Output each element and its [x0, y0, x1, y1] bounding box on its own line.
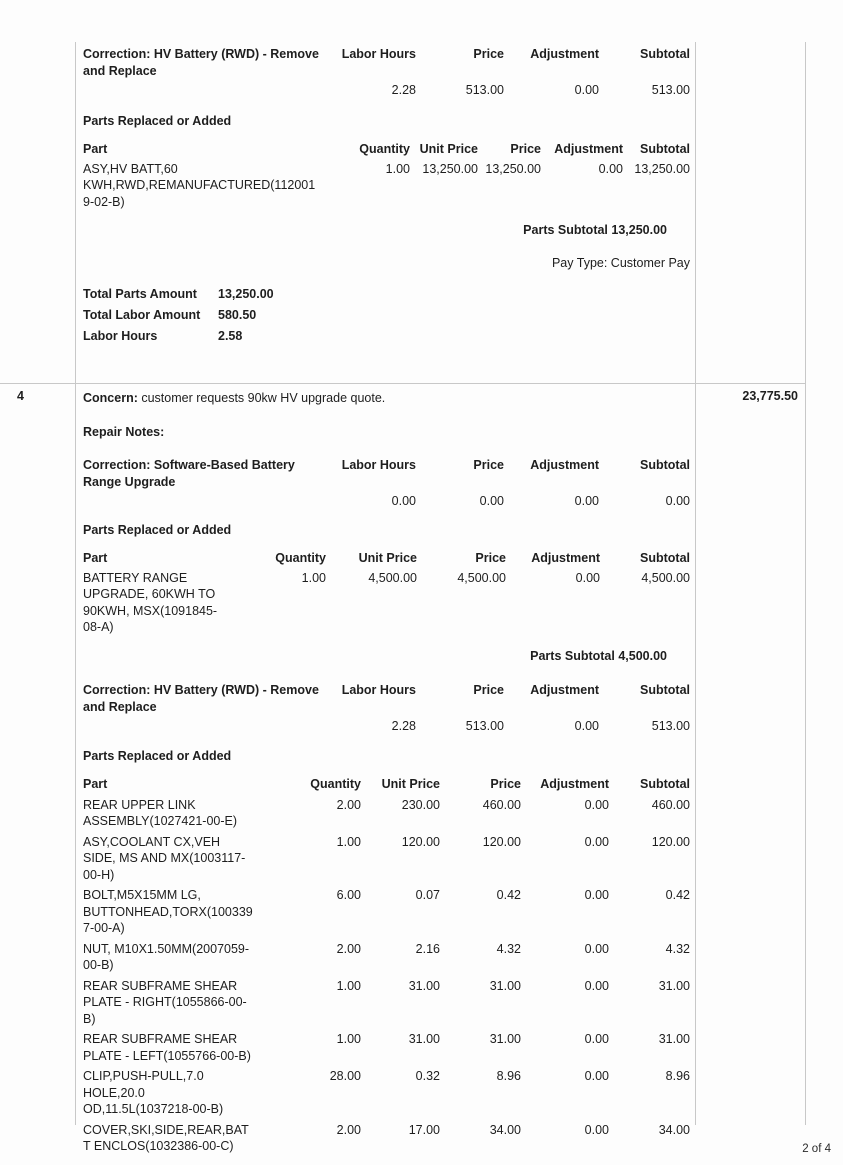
concern-label: Concern:: [83, 391, 138, 405]
price-header: Price: [475, 551, 506, 565]
part-adjustment: 0.00: [575, 570, 600, 585]
part-subtotal: 120.00: [651, 834, 690, 849]
labor-subtotal-value: 513.00: [651, 719, 690, 733]
part-adjustment: 0.00: [584, 888, 609, 902]
part-subtotal: 4.32: [665, 941, 690, 956]
price-header: Price: [473, 458, 504, 472]
price-header: Price: [490, 777, 521, 791]
part-price: 0.42: [496, 888, 521, 902]
labor-hours-header: Labor Hours: [341, 683, 416, 697]
part-name: ASY,HV BATT,60 KWH,RWD,REMANUFACTURED(1120019-02-B): [83, 161, 316, 209]
quantity-header: Quantity: [359, 142, 410, 156]
column-rule-left: [75, 42, 76, 1125]
correction-labor-table: [83, 457, 690, 510]
parts-replaced-heading: Parts Replaced or Added: [83, 522, 232, 537]
subtotal-header: Subtotal: [640, 458, 690, 472]
price-header: Price: [473, 47, 504, 61]
parts-subtotal: Parts Subtotal 13,250.00: [523, 223, 667, 237]
part-subtotal: 13,250.00: [634, 161, 690, 176]
part-price: 8.96: [496, 1069, 521, 1083]
parts-table: [83, 550, 690, 636]
part-subtotal: 31.00: [658, 978, 690, 993]
part-adjustment: 0.00: [598, 161, 623, 176]
total-labor-value: 580.50: [218, 308, 257, 322]
row-separator: [0, 383, 806, 384]
unit-price-header: Unit Price: [419, 142, 478, 156]
part-unit-price: 2.16: [415, 941, 440, 956]
part-unit-price: 230.00: [401, 797, 440, 812]
part-adjustment: 0.00: [584, 1069, 609, 1083]
part-name: CLIP,PUSH-PULL,7.0 HOLE,20.0 OD,11.5L(1037218-00-B): [83, 1069, 224, 1116]
part-header: Part: [83, 551, 108, 565]
labor-adjustment-value: 0.00: [574, 83, 599, 97]
prior-item-section: [83, 46, 690, 347]
part-adjustment: 0.00: [584, 834, 609, 849]
spacer-cell: [83, 82, 323, 99]
labor-price-value: 513.00: [465, 83, 504, 97]
part-subtotal: 0.42: [665, 888, 690, 902]
adjustment-header: Adjustment: [530, 458, 599, 472]
unit-price-header: Unit Price: [381, 777, 440, 791]
part-unit-price: 13,250.00: [422, 161, 478, 176]
part-name: ASY,COOLANT CX,VEH SIDE, MS AND MX(1003117-00-H): [83, 834, 246, 882]
repair-notes-label: Repair Notes:: [83, 424, 165, 439]
part-quantity: 28.00: [329, 1069, 361, 1083]
pay-type: Pay Type: Customer Pay: [551, 255, 690, 270]
part-adjustment: 0.00: [584, 797, 609, 812]
page-number: 2 of 4: [802, 1143, 831, 1155]
labor-hours-label: Labor Hours: [83, 329, 158, 343]
item-number: 4: [17, 389, 24, 403]
part-quantity: 2.00: [336, 1122, 361, 1137]
unit-price-header: Unit Price: [358, 551, 417, 565]
correction-labor-table: [83, 682, 690, 735]
part-price: 4.32: [496, 941, 521, 956]
labor-price-value: 513.00: [465, 719, 504, 733]
part-subtotal: 460.00: [651, 797, 690, 812]
parts-replaced-heading: Parts Replaced or Added: [83, 113, 232, 128]
subtotal-header: Subtotal: [640, 683, 690, 697]
correction-title: Correction: HV Battery (RWD) - Remove and Replace: [83, 47, 319, 78]
part-adjustment: 0.00: [584, 1122, 609, 1137]
parts-table: [83, 141, 690, 210]
part-name: REAR UPPER LINK ASSEMBLY(1027421-00-E): [83, 797, 238, 828]
labor-adjustment-value: 0.00: [574, 719, 599, 733]
item-amount: 23,775.50: [742, 389, 798, 403]
column-rule-amount: [695, 42, 696, 1125]
adjustment-header: Adjustment: [540, 777, 609, 791]
total-parts-value: 13,250.00: [218, 287, 274, 301]
part-subtotal: 34.00: [658, 1122, 690, 1137]
part-name: BATTERY RANGE UPGRADE, 60KWH TO 90KWH, MSX(1091845-08-A): [83, 570, 218, 634]
quantity-header: Quantity: [310, 777, 361, 791]
part-unit-price: 0.32: [415, 1069, 440, 1083]
labor-hours-value: 0.00: [391, 494, 416, 508]
totals-summary: [83, 284, 690, 347]
part-name: NUT, M10X1.50MM(2007059-00-B): [83, 941, 250, 972]
part-adjustment: 0.00: [584, 941, 609, 956]
part-name: COVER,SKI,SIDE,REAR,BATT ENCLOS(1032386-00-C): [83, 1122, 249, 1153]
labor-adjustment-value: 0.00: [574, 494, 599, 508]
part-price: 460.00: [482, 797, 521, 812]
quantity-header: Quantity: [275, 551, 326, 565]
subtotal-header: Subtotal: [640, 777, 690, 791]
part-quantity: 6.00: [336, 888, 361, 902]
part-name: REAR SUBFRAME SHEAR PLATE - RIGHT(1055866-00-B): [83, 978, 247, 1026]
part-quantity: 1.00: [336, 834, 361, 849]
part-header: Part: [83, 777, 108, 791]
concern-text: customer requests 90kw HV upgrade quote.: [141, 391, 386, 405]
part-quantity: 1.00: [336, 978, 361, 993]
part-name: REAR SUBFRAME SHEAR PLATE - LEFT(1055766-00-B): [83, 1032, 251, 1063]
part-price: 34.00: [489, 1122, 521, 1137]
part-price: 120.00: [482, 834, 521, 849]
part-adjustment: 0.00: [584, 978, 609, 993]
column-rule-right: [805, 42, 806, 1125]
parts-subtotal: Parts Subtotal 4,500.00: [530, 648, 667, 663]
subtotal-header: Subtotal: [640, 551, 690, 565]
part-quantity: 1.00: [301, 570, 326, 585]
labor-hours-header: Labor Hours: [341, 458, 416, 472]
labor-hours-value: 2.28: [391, 719, 416, 733]
labor-subtotal-value: 513.00: [651, 83, 690, 97]
price-header: Price: [510, 142, 541, 156]
part-price: 31.00: [489, 978, 521, 993]
labor-price-value: 0.00: [479, 494, 504, 508]
part-quantity: 2.00: [336, 797, 361, 812]
part-unit-price: 120.00: [401, 834, 440, 849]
correction-labor-table: [83, 46, 690, 99]
part-subtotal: 31.00: [658, 1032, 690, 1046]
adjustment-header: Adjustment: [530, 47, 599, 61]
part-price: 31.00: [489, 1032, 521, 1046]
concern-line: [83, 390, 690, 407]
part-unit-price: 17.00: [408, 1122, 440, 1137]
part-name: BOLT,M5X15MM LG, BUTTONHEAD,TORX(1003397-00-A): [83, 888, 253, 935]
subtotal-header: Subtotal: [640, 142, 690, 156]
total-parts-label: Total Parts Amount: [83, 287, 197, 301]
labor-subtotal-value: 0.00: [665, 494, 690, 508]
total-labor-label: Total Labor Amount: [83, 308, 201, 322]
part-subtotal: 8.96: [665, 1069, 690, 1083]
part-header: Part: [83, 142, 108, 156]
spacer-cell: [83, 718, 323, 735]
price-header: Price: [473, 683, 504, 697]
part-unit-price: 4,500.00: [368, 570, 417, 585]
part-quantity: 1.00: [385, 161, 410, 176]
labor-hours-total-value: 2.58: [218, 329, 243, 343]
labor-hours-header: Labor Hours: [341, 47, 416, 61]
part-subtotal: 4,500.00: [641, 570, 690, 585]
adjustment-header: Adjustment: [530, 683, 599, 697]
part-unit-price: 31.00: [408, 978, 440, 993]
subtotal-header: Subtotal: [640, 47, 690, 61]
labor-hours-value: 2.28: [391, 83, 416, 97]
correction-title: Correction: HV Battery (RWD) - Remove and Replace: [83, 683, 319, 714]
adjustment-header: Adjustment: [554, 142, 623, 156]
spacer-cell: [83, 493, 323, 510]
part-quantity: 1.00: [336, 1032, 361, 1046]
adjustment-header: Adjustment: [531, 551, 600, 565]
part-adjustment: 0.00: [584, 1032, 609, 1046]
part-price: 13,250.00: [485, 161, 541, 176]
part-price: 4,500.00: [457, 570, 506, 585]
part-unit-price: 31.00: [408, 1032, 440, 1046]
part-quantity: 2.00: [336, 941, 361, 956]
correction-title: Correction: Software-Based Battery Range Upgrade: [83, 458, 295, 489]
part-unit-price: 0.07: [415, 888, 440, 902]
parts-replaced-heading: Parts Replaced or Added: [83, 748, 232, 763]
item4-section: [83, 390, 690, 1155]
parts-table: [83, 776, 690, 1155]
